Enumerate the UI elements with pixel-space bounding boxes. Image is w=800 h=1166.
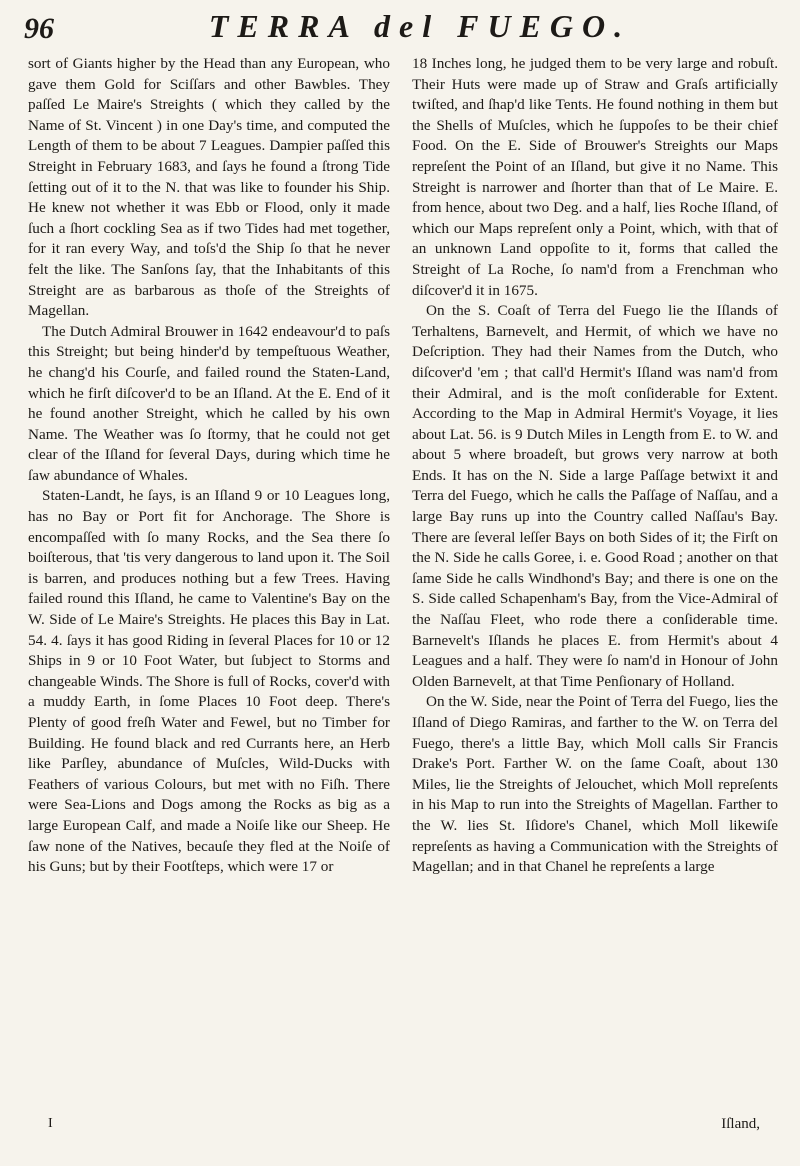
paragraph: 18 Inches long, he judged them to be very large and robuſt. Their Huts were made up of Straw and Graſs artificially twiſted, and ſhap'd like Tents. He found nothing in them but the Shells of Muſcles, which he ſuppoſes to be their chief Food. On the E. Side of Brouwer's Streights our Maps repreſent the Point of an Iſland, but give it no Name. This Streight is narrower and ſhorter than that of Le Maire. E. from hence, about two Deg. and a half, lies Roche Iſland, of which our Maps repreſent only a Point, which, with that of an unknown Land oppoſite to it, forms that called the Streight of La Roche, ſo nam'd from a Frenchman who diſcover'd it in 1675.	[412, 55, 778, 299]
running-title: TERRA del FUEGO.	[208, 8, 632, 44]
paragraph: On the W. Side, near the Point of Terra del Fuego, lies the Iſland of Diego Ramiras, and farther to the W. on Terra del Fuego, there's a little Bay, which Moll calls Sir Francis Drake's Port. Farther W. on the ſame Coaſt, about 130 Miles, lie the Streights of Jelouchet, which Moll repreſents in his Map to run into the Streights of Magellan. Farther to the W. lies St. Iſidore's Chanel, which Moll likewiſe repreſents as having a Communication with the Streights of Magellan; and in that Chanel he repreſents a large	[412, 693, 778, 876]
right-column	[412, 54, 778, 1116]
paragraph: The Dutch Admiral Brouwer in 1642 endeavour'd to paſs this Streight; but being hinder'd by tempeſtuous Weather, he chang'd his Courſe, and failed round the Staten-Land, which he firſt diſcover'd to be an Iſland. At the E. End of it he found another Streight, which he called by his own Name. The Weather was ſo ſtormy, that he could not get clear of the Iſland for ſeveral Days, during which time he ſaw abundance of Whales.	[28, 322, 390, 484]
catchword: Iſland,	[721, 1116, 760, 1132]
paragraph: Staten-Landt, he ſays, is an Iſland 9 or 10 Leagues long, has no Bay or Port fit for Anchorage. The Shore is encompaſſed with ſo many Rocks, and the Sea there ſo boiſterous, that 'tis very dangerous to land upon it. The Soil is barren, and produces nothing but a few Trees. Having failed round this Iſland, he came to Valentine's Bay on the W. Side of Le Maire's Streights. He places this Bay in Lat. 54. 4. ſays it has good Riding in ſeveral Places for 10 or 12 Ships in 9 or 10 Foot Water, but ſubject to Storms and changeable Winds. The Shore is full of Rocks, cover'd with a muddy Earth, in ſome Places 10 Foot deep. There's Plenty of good freſh Water and Fewel, but no Timber for Building. He found black and red Currants here, an Herb like Parſley, abundance of Muſcles, Wild-Ducks with Feathers of various Colours, but met with no Fiſh. There were Sea-Lions and Dogs among the Rocks as big as a large European Calf, and made a Noiſe like our Sheep. He ſaw none of the Natives, becauſe they fled at the Noiſe of his Guns; but by their Footſteps, which were 17 or	[28, 487, 390, 876]
paragraph: On the S. Coaſt of Terra del Fuego lie the Iſlands of Terhaltens, Barnevelt, and Hermit, of which we have no Deſcription. They had their Names from the Dutch, who diſcover'd 'em ; that call'd Hermit's Iſland was nam'd from their Admiral, and is the moſt conſiderable for Extent. According to the Map in Admiral Hermit's Voyage, it lies about Lat. 56. is 9 Dutch Miles in Length from E. to W. and about 5 where broadeſt, but grows very narrow at both Ends. It has on the N. Side a large Paſſage betwixt it and Terra del Fuego, which he calls the Paſſage of Naſſau, and a large Bay runs up into the Country called Naſſau's Bay. There are ſeveral leſſer Bays on both Sides of it; the Firſt on the N. Side he calls Goree, i. e. Good Road ; another on that ſame Side he calls Windhond's Bay; and there is one on the S. Side called Schapenham's Bay, from the Vice-Admiral of the Naſſau Fleet, who rode there a conſiderable time. Barnevelt's Iſlands he places E. from Hermit's about 4 Leagues and a half. They were ſo nam'd in Honour of John Olden Barnevelt, at that Time Penſionary of Holland.	[412, 302, 778, 690]
signature-mark: I	[48, 1116, 53, 1131]
paragraph: sort of Giants higher by the Head than any European, who gave them Gold for Sciſſars and other Bawbles. They paſſed Le Maire's Streights ( which they called by the Name of St. Vincent ) in one Day's time, and computed the Length of them to be about 7 Leagues. Dampier paſſed this Streight in February 1683, and ſays he found a ſtrong Tide ſetting out of it to the N. that was like to founder his Ship. He knew not whether it was Ebb or Flood, only it made ſuch a ſhort cockling Sea as if two Tides had met together, for it ran every Way, and toſs'd the Ship ſo that he never felt the like. The Sanſons ſay, that the Inhabitants of this Streight are as barbarous as thoſe of the Streights of Magellan.	[28, 55, 390, 320]
page-header	[24, 8, 776, 48]
page-number: 96	[24, 12, 54, 45]
text-columns	[28, 54, 784, 1116]
left-column	[28, 54, 390, 1116]
